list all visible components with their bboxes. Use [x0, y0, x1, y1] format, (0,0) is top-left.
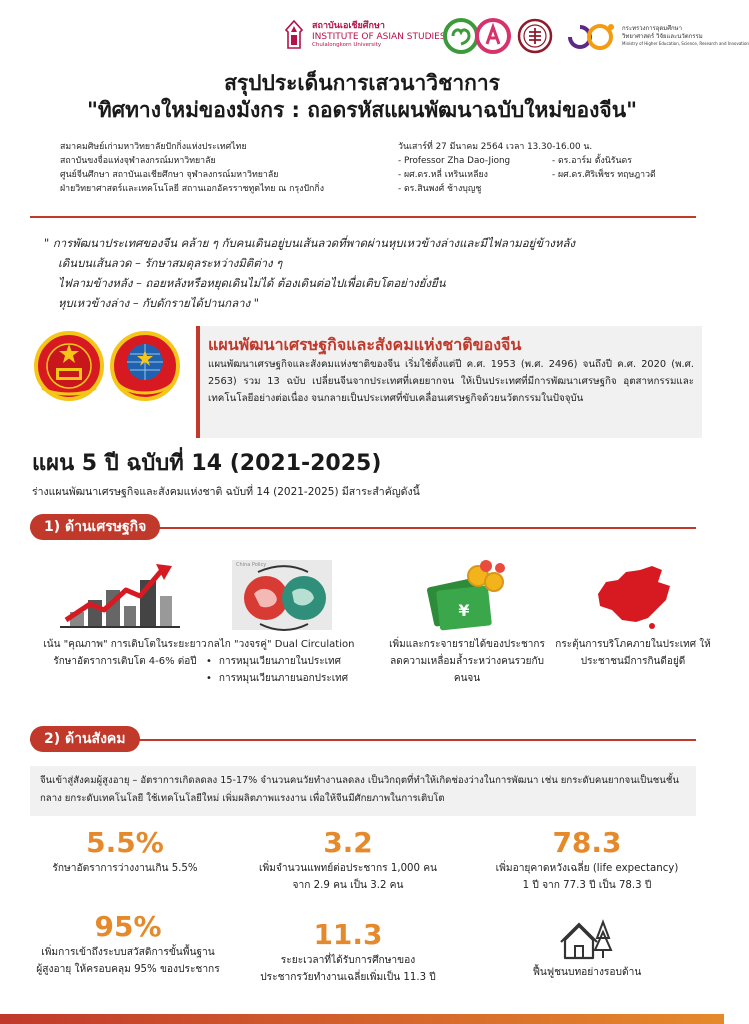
organizers-list [60, 140, 390, 196]
stat-rural [470, 916, 704, 981]
mhesi-logo [566, 22, 749, 52]
stat-value: 95% [94, 910, 162, 943]
ias-wordmark [312, 21, 446, 49]
plan-title: แผนพัฒนาเศรษฐกิจและสังคมแห่งชาติของจีน [208, 335, 522, 354]
ias-name-en: INSTITUTE OF ASIAN STUDIES [312, 31, 446, 42]
speaker-item [552, 182, 702, 196]
mhesi-line3: Ministry of Higher Education, Science, Research and Innovation [622, 41, 749, 46]
plan-body: แผนพัฒนาเศรษฐกิจและสังคมแห่งชาติของจีน เริ่มใช้ตั้งแต่ปี ค.ศ. 1953 (พ.ศ. 2496) จนถึงปี ค.ศ. 2020 (พ.ศ. 2563) รวม 13 ฉบับ เปลี่ยนจีนจากประเทศที่เคยยากจน ให้เป็นประเทศที่มีการพัฒนาเศรษฐกิจ อุตสาหกรรมและเทคโนโลยีอย่างต่อเนื่อง จนกลายเป็นประเทศที่ขับเคลื่อนเศรษฐกิจด้วยนวัตกรรมในปัจจุบัน [208, 359, 694, 404]
econ-item-dual-circulation [196, 560, 366, 690]
stat-desc: รักษาอัตราการว่างงานเกิน 5.5% [52, 863, 198, 874]
header-divider [30, 216, 696, 218]
speaker-item: - ดร.อาร์ม ตั้งนิรันดร [552, 156, 632, 166]
stat-desc: ฟื้นฟูชนบทอย่างรอบด้าน [532, 967, 642, 978]
econ-text [196, 636, 366, 687]
event-info [398, 140, 718, 196]
stat-value: 3.2 [323, 826, 373, 859]
econ-item-income [382, 560, 552, 690]
speaker-item: - ผศ.ดร.หลี่ เหรินเหลียง [398, 170, 488, 180]
peking-university-seal-icon [517, 18, 553, 54]
stat-desc: เพิ่มการเข้าถึงระบบสวัสดิการขั้นพื้นฐาน [41, 947, 215, 958]
econ-text-main: กลไก "วงจรคู่" Dual Circulation [207, 639, 355, 650]
organizer-item: ศูนย์จีนศึกษา สถาบันเอเชียศึกษา จุฬาลงกรณ์มหาวิทยาลัย [60, 170, 279, 180]
econ-bullet: • การหมุนเวียนภายในประเทศ [206, 653, 366, 670]
stat-desc: เพิ่มจำนวนแพทย์ต่อประชากร 1,000 คน [258, 863, 438, 874]
stat-desc: ประชากรวัยทำงานเฉลี่ยเพิ่มเป็น 11.3 ปี [260, 972, 436, 983]
stat-value: 78.3 [552, 826, 622, 859]
econ-text: เพิ่มและกระจายรายได้ของประชากร ลดความเหลื่อมล้ำระหว่างคนรวยกับคนจน [389, 639, 545, 684]
organizer-item: ฝ่ายวิทยาศาสตร์และเทคโนโลยี สถานเอกอัครราชทูตไทย ณ กรุงปักกิ่ง [60, 184, 325, 194]
money-coins-icon [382, 560, 552, 630]
svg-text:¥: ¥ [458, 601, 470, 620]
rural-house-icon [559, 916, 615, 960]
mhesi-line2: วิทยาศาสตร์ วิจัยและนวัตกรรม [622, 32, 703, 40]
stat-desc: เพิ่มอายุคาดหวังเฉลี่ย (life expectancy) [495, 863, 679, 874]
ias-university: Chulalongkorn University [312, 42, 382, 48]
econ-bullets [196, 653, 366, 687]
page-title [0, 70, 724, 124]
stat-value: 5.5% [86, 826, 164, 859]
society-summary: จีนเข้าสู่สังคมผู้สูงอายุ – อัตราการเกิดลดลง 15-17% จำนวนคนวัยทำงานลดลง เป็นวิกฤตที่ทำให้เกิดช่องว่างในการพัฒนา เช่น ยกระดับคนยากจนเป็นชนชั้นกลาง ยกระดับเทคโนโลยี ใช้เทคโนโลยีใหม่ เพิ่มผลิตภาพแรงงาน เพื่อให้จีนมีศักยภาพในการเติบโต [30, 766, 696, 816]
quote-block [44, 233, 694, 313]
speaker-item: - Professor Zha Dao-Jiong [398, 156, 511, 166]
growth-chart-icon [40, 560, 210, 630]
china-map-icon [548, 560, 718, 630]
stat-education [228, 918, 468, 986]
econ-text: กระตุ้นการบริโภคภายในประเทศ ให้ประชาชนมีการกินดีอยู่ดี [555, 639, 711, 667]
quote-line: " การพัฒนาประเทศของจีน คล้าย ๆ กับคนเดินอยู่บนเส้นลวดที่พาดผ่านหุบเหวข้างล่างและมีไฟลามอยู่ข้างหลัง [44, 236, 576, 250]
china-national-emblem-icon [34, 330, 104, 402]
econ-item-consumption [548, 560, 718, 690]
stat-desc: 1 ปี จาก 77.3 ปี เป็น 78.3 ปี [522, 880, 652, 891]
title-line2: "ทิศทางใหม่ของมังกร : ถอดรหัสแผนพัฒนาฉบับใหม่ของจีน" [86, 98, 638, 122]
dual-circulation-icon [196, 560, 366, 630]
stat-desc: ผู้สูงอายุ ให้ครอบคลุม 95% ของประชากร [36, 964, 220, 975]
organizer-item: สมาคมศิษย์เก่ามหาวิทยาลัยปักกิ่งแห่งประเทศไทย [60, 142, 247, 152]
quote-line: เดินบนเส้นลวด – รักษาสมดุลระหว่างมิติต่าง ๆ [58, 256, 283, 270]
society-section-heading: 2) ด้านสังคม [30, 726, 140, 752]
cppcc-emblem-icon [110, 330, 180, 402]
quote-line: หุบเหวข้างล่าง – กับดักรายได้ปานกลาง " [58, 296, 259, 310]
mhesi-line1: กระทรวงการอุดมศึกษา [622, 25, 682, 32]
plan-box [196, 326, 702, 438]
ias-logo [282, 20, 446, 54]
chula-emblem-icon [282, 20, 306, 52]
footer-bar [0, 1014, 724, 1024]
plan5-subheading: ร่างแผนพัฒนาเศรษฐกิจและสังคมแห่งชาติ ฉบับที่ 14 (2021-2025) มีสาระสำคัญดังนี้ [32, 486, 420, 498]
event-datetime: วันเสาร์ที่ 27 มีนาคม 2564 เวลา 13.30-16.00 น. [398, 142, 593, 152]
ias-name-th: สถาบันเอเชียศึกษา [312, 21, 385, 31]
stat-doctors [228, 826, 468, 894]
title-line1: สรุปประเด็นการเสวนาวิชาการ [224, 71, 500, 95]
stat-welfare [20, 910, 236, 978]
speaker-item: - ดร.สินพงศ์ ช้างบุญชู [398, 184, 482, 194]
economy-section-heading: 1) ด้านเศรษฐกิจ [30, 514, 160, 540]
emblems [34, 330, 186, 406]
econ-text: เน้น "คุณภาพ" การเติบโตในระยะยาว รักษาอัตราการเติบโต 4-6% ต่อปี [43, 639, 207, 667]
stat-unemployment [30, 826, 220, 877]
quote-line: ไฟลามข้างหลัง – ถอยหลังหรือหยุดเดินไม่ได้ ต้องเดินต่อไปเพื่อเติบโตอย่างยั่งยืน [58, 276, 446, 290]
mhesi-wordmark [622, 25, 749, 48]
stat-value: 11.3 [313, 918, 383, 951]
pink-circle-logo-icon [475, 18, 511, 54]
speakers-list [398, 154, 718, 196]
plan5-heading: แผน 5 ปี ฉบับที่ 14 (2021-2025) [32, 451, 382, 476]
image-caption: China Policy [236, 562, 267, 568]
stat-desc: ระยะเวลาที่ได้รับการศึกษาของ [280, 955, 416, 966]
logo-bar [0, 14, 749, 58]
mhesi-emblem-icon [566, 22, 618, 52]
econ-bullet: • การหมุนเวียนภายนอกประเทศ [206, 670, 366, 687]
stat-desc: จาก 2.9 คน เป็น 3.2 คน [292, 880, 404, 891]
econ-item-growth [40, 560, 210, 690]
organizer-item: สถาบันขงจื่อแห่งจุฬาลงกรณ์มหาวิทยาลัย [60, 156, 216, 166]
speaker-item: - ผศ.ดร.ศิริเพ็ชร ทฤษฎาวดี [552, 170, 656, 180]
stat-life-expectancy [470, 826, 704, 894]
green-circle-logo-icon [443, 18, 479, 54]
